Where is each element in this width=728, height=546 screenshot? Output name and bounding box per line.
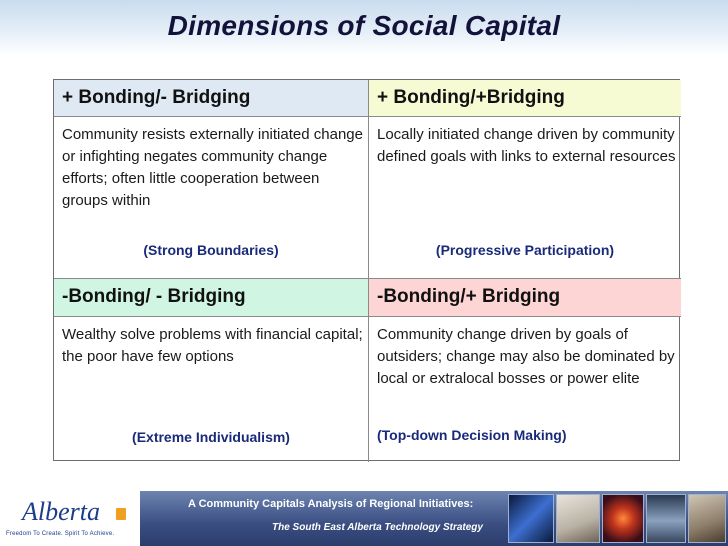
q4-body <box>369 317 681 462</box>
q4-tag: (Top-down Decision Making) <box>377 427 567 443</box>
hands-photo-icon <box>556 494 600 543</box>
footer-subtitle: The South East Alberta Technology Strategy <box>272 522 483 533</box>
q2-heading: + Bonding/+Bridging <box>377 87 565 108</box>
alberta-logo <box>0 491 140 546</box>
q3-description: Wealthy solve problems with financial capital; the poor have few options <box>62 326 363 365</box>
q2-body <box>369 117 681 279</box>
alberta-wordmark: Alberta <box>22 497 100 526</box>
monitor-photo-icon <box>646 494 686 543</box>
office-photo-icon <box>688 494 726 543</box>
q3-heading: -Bonding/ - Bridging <box>62 286 246 307</box>
keyboard-photo-icon <box>508 494 554 543</box>
q4-heading: -Bonding/+ Bridging <box>377 286 561 307</box>
q2-header <box>369 80 681 117</box>
q1-header <box>54 80 369 117</box>
alberta-tagline: Freedom To Create. Spirit To Achieve. <box>6 531 115 537</box>
q1-description: Community resists externally initiated change or infighting negates community change efforts; often little cooperation between groups within <box>62 126 363 209</box>
q3-header <box>54 279 369 317</box>
q1-tag: (Strong Boundaries) <box>143 242 279 258</box>
q1-body <box>54 117 369 279</box>
q3-body <box>54 317 369 462</box>
q4-description: Community change driven by goals of outsiders; change may also be dominated by local or extralocal bosses or power elite <box>377 326 675 387</box>
q2-description: Locally initiated change driven by community defined goals with links to external resources <box>377 126 676 165</box>
alberta-logo-mark-icon <box>116 508 126 520</box>
fiber-optics-photo-icon <box>602 494 644 543</box>
q2-tag: (Progressive Participation) <box>435 242 615 258</box>
footer-title: A Community Capitals Analysis of Regional Initiatives: <box>188 498 474 510</box>
q1-heading: + Bonding/- Bridging <box>62 87 251 108</box>
social-capital-grid <box>53 79 680 461</box>
page-title: Dimensions of Social Capital <box>167 10 561 41</box>
q3-tag: (Extreme Individualism) <box>132 429 290 445</box>
footer-bar <box>0 491 728 546</box>
q4-header <box>369 279 681 317</box>
